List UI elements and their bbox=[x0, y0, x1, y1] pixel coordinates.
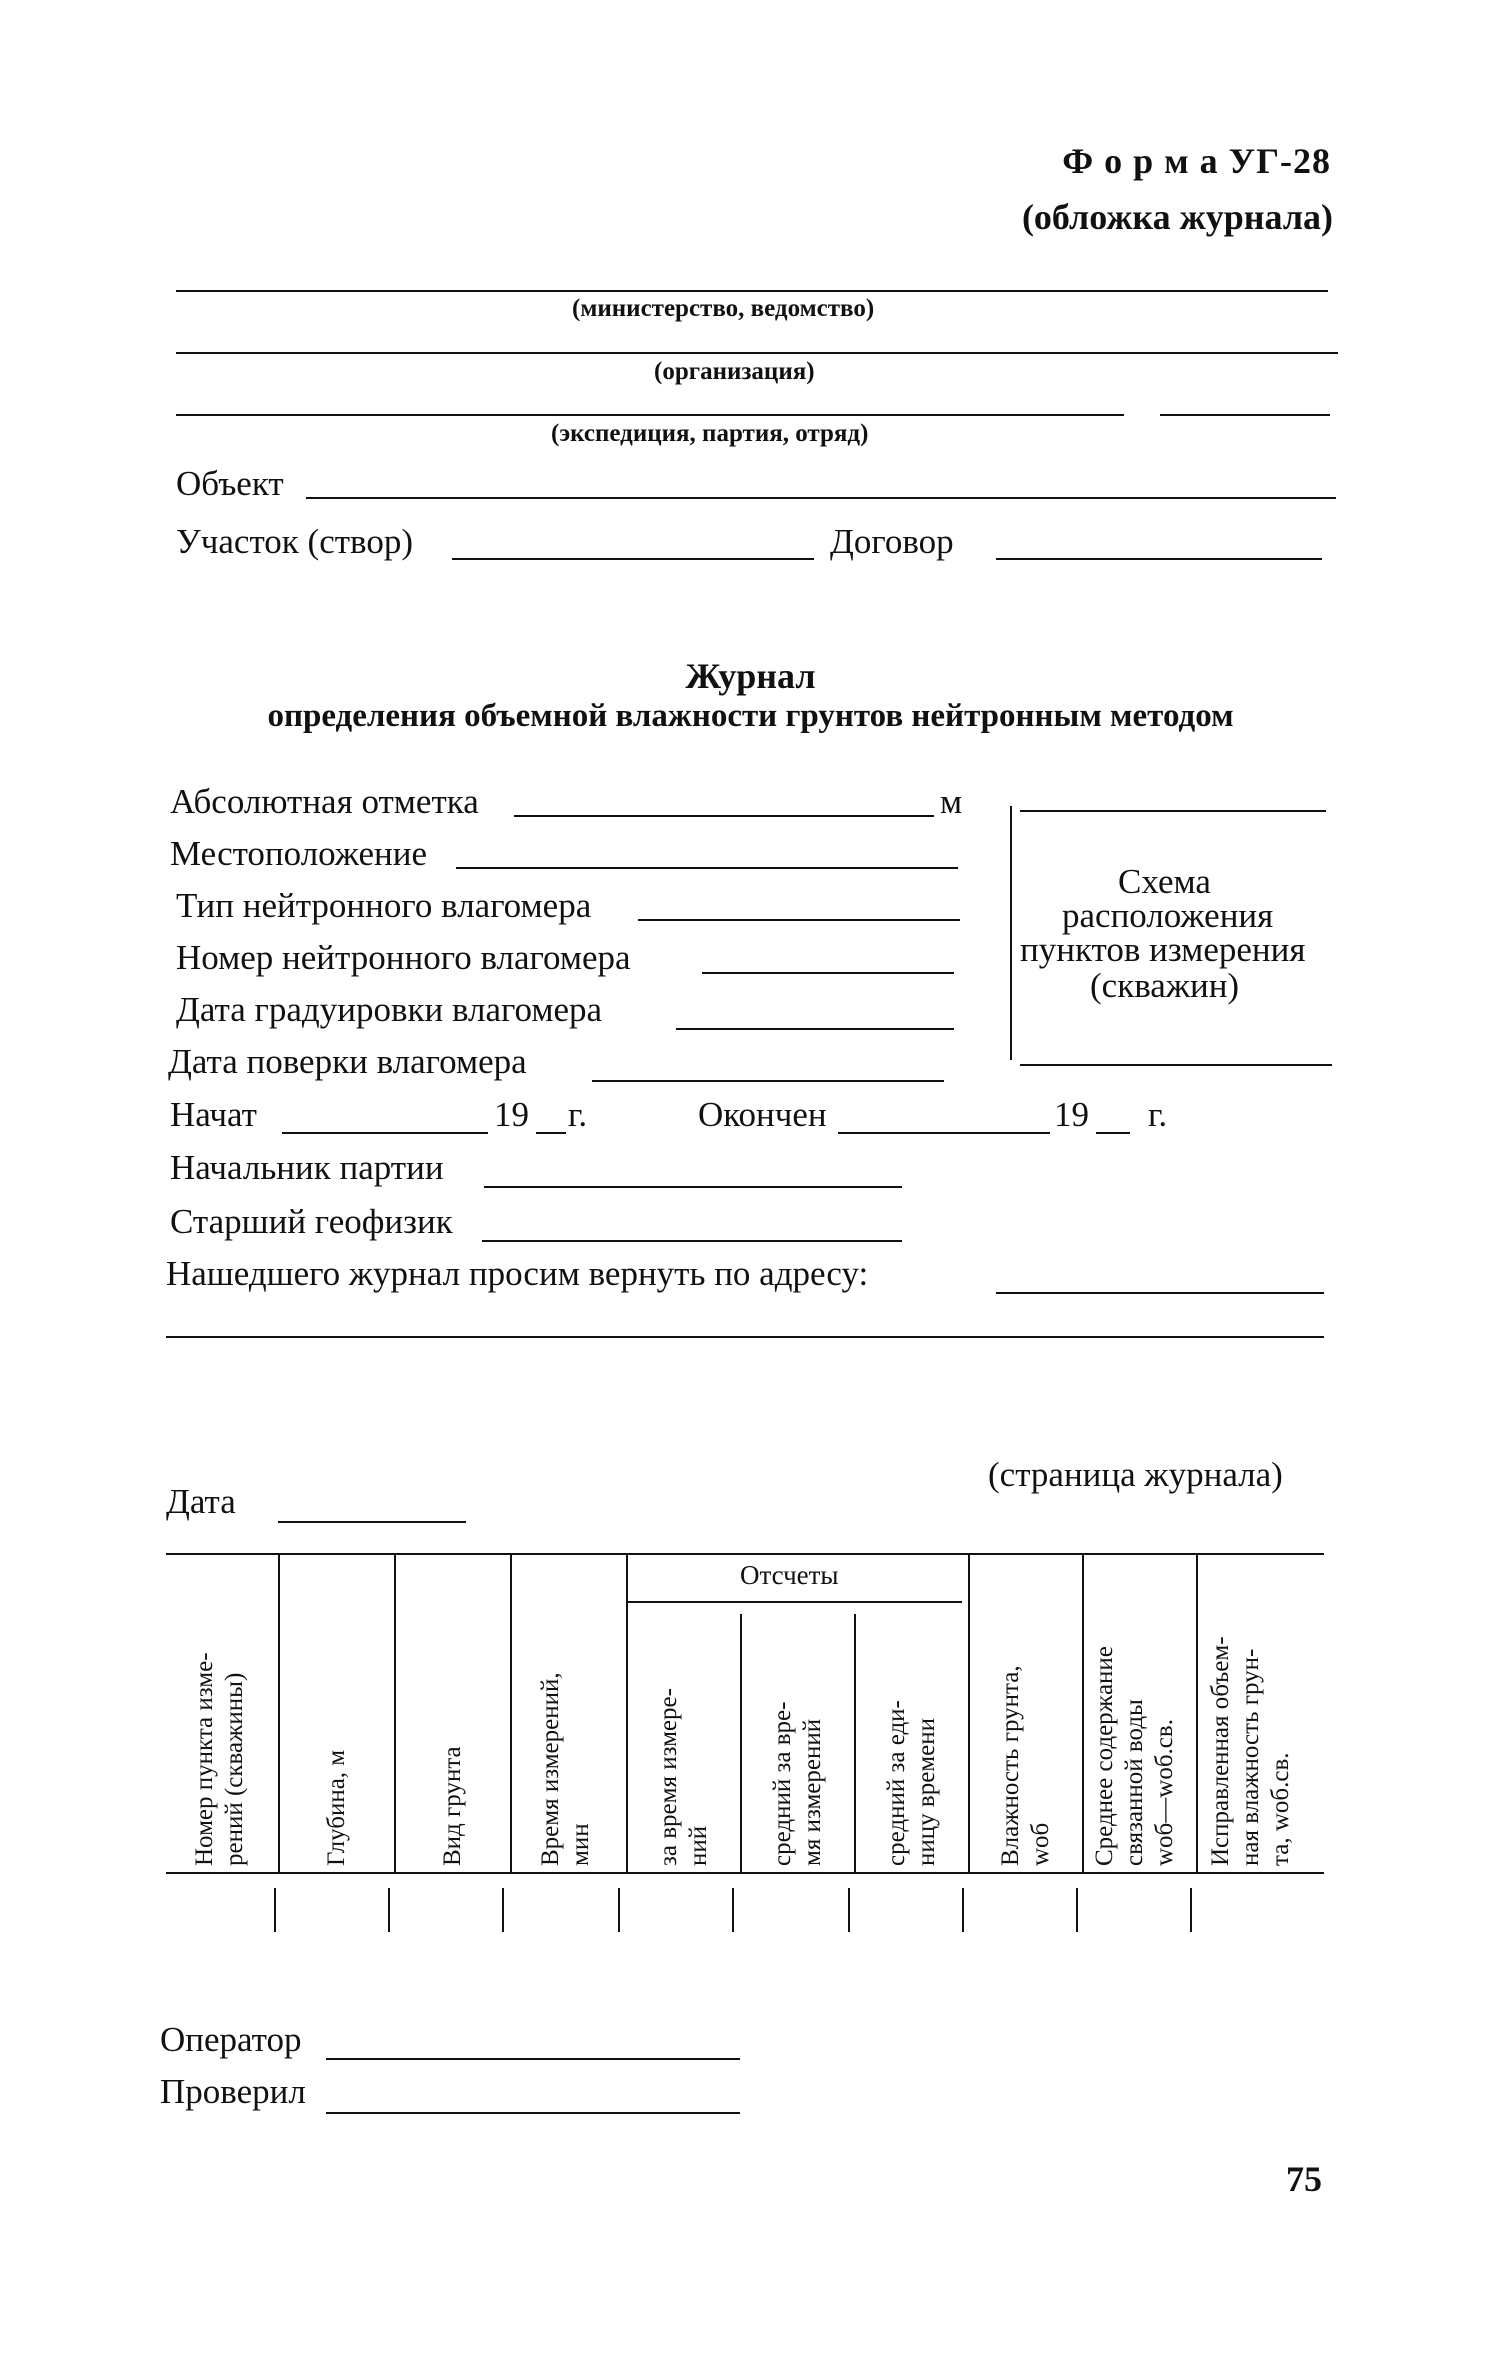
expedition-line[interactable] bbox=[176, 414, 1124, 416]
object-line[interactable] bbox=[306, 497, 1336, 499]
scheme-box-text-1: Схема bbox=[1118, 862, 1211, 901]
group-header-readings: Отсчеты bbox=[740, 1560, 839, 1590]
calibration-date-label: Дата градуировки влагомера bbox=[176, 990, 603, 1029]
row-divider bbox=[618, 1888, 620, 1932]
object-label: Объект bbox=[176, 464, 284, 503]
col-divider bbox=[626, 1553, 628, 1872]
form-title: Ф о р м а УГ-28 bbox=[1062, 141, 1331, 181]
senior-geophysicist-label: Старший геофизик bbox=[170, 1202, 453, 1241]
location-line[interactable] bbox=[456, 867, 958, 869]
return-address-line-2[interactable] bbox=[166, 1336, 1324, 1338]
ministry-caption: (министерство, ведомство) bbox=[572, 295, 875, 322]
col-divider bbox=[1082, 1553, 1084, 1872]
verification-date-line[interactable] bbox=[592, 1080, 944, 1082]
abs-mark-unit: м bbox=[940, 782, 963, 821]
meter-type-line[interactable] bbox=[638, 919, 960, 921]
meter-number-line[interactable] bbox=[702, 972, 954, 974]
form-subtitle: (обложка журнала) bbox=[1021, 197, 1333, 237]
row-divider bbox=[848, 1888, 850, 1932]
date-line[interactable] bbox=[278, 1521, 466, 1523]
col-divider bbox=[740, 1614, 742, 1872]
site-label: Участок (створ) bbox=[176, 522, 413, 561]
expedition-caption: (экспедиция, партия, отряд) bbox=[551, 420, 869, 447]
started-year: 19 bbox=[494, 1095, 529, 1134]
meter-number-label: Номер нейтронного влагомера bbox=[176, 938, 631, 977]
expedition-line-right[interactable] bbox=[1160, 414, 1330, 416]
column-header-bound-water: Среднее содержание связанной воды wоб—wоб.св. bbox=[1091, 1646, 1178, 1866]
return-request-label: Нашедшего журнал просим вернуть по адресу: bbox=[166, 1254, 869, 1293]
scheme-box-text-3: пунктов измерения bbox=[1020, 930, 1306, 969]
finished-year: 19 bbox=[1054, 1095, 1089, 1134]
row-divider bbox=[1076, 1888, 1078, 1932]
page-caption: (страница журнала) bbox=[988, 1455, 1283, 1494]
row-divider bbox=[962, 1888, 964, 1932]
checked-line[interactable] bbox=[326, 2112, 740, 2114]
col-divider bbox=[968, 1553, 970, 1872]
column-header-point-number: Номер пункта изме- рений (скважины) bbox=[191, 1652, 248, 1866]
site-line[interactable] bbox=[452, 558, 814, 560]
date-label: Дата bbox=[166, 1482, 236, 1521]
organization-caption: (организация) bbox=[654, 358, 815, 385]
column-header-soil-type: Вид грунта bbox=[439, 1746, 466, 1866]
abs-mark-line[interactable] bbox=[514, 815, 934, 817]
column-header-soil-moisture: Влажность грунта, wоб bbox=[997, 1665, 1054, 1866]
abs-mark-label: Абсолютная отметка bbox=[170, 782, 479, 821]
row-divider bbox=[502, 1888, 504, 1932]
column-header-count-average: средний за вре- мя измерений bbox=[769, 1701, 826, 1866]
journal-subtitle: определения объемной влажности грунтов нейтронным методом bbox=[267, 698, 1234, 734]
column-header-count-total: за время измере- ний bbox=[655, 1688, 712, 1866]
col-divider bbox=[394, 1553, 396, 1872]
contract-line[interactable] bbox=[996, 558, 1322, 560]
finished-year-suffix: г. bbox=[1148, 1095, 1168, 1134]
row-divider bbox=[732, 1888, 734, 1932]
table-top-line bbox=[166, 1553, 1324, 1555]
operator-label: Оператор bbox=[160, 2020, 302, 2059]
finished-date-line[interactable] bbox=[838, 1132, 1050, 1134]
col-divider bbox=[510, 1553, 512, 1872]
row-divider bbox=[274, 1888, 276, 1932]
column-header-depth: Глубина, м bbox=[323, 1749, 350, 1866]
checked-label: Проверил bbox=[160, 2072, 306, 2111]
group-header-line bbox=[626, 1601, 962, 1603]
operator-line[interactable] bbox=[326, 2058, 740, 2060]
row-divider bbox=[1190, 1888, 1192, 1932]
meter-type-label: Тип нейтронного влагомера bbox=[176, 886, 592, 925]
contract-label: Договор bbox=[830, 522, 954, 561]
finished-label: Окончен bbox=[698, 1095, 827, 1134]
started-date-line[interactable] bbox=[282, 1132, 488, 1134]
page-number: 75 bbox=[1286, 2159, 1322, 2199]
organization-line[interactable] bbox=[176, 352, 1338, 354]
senior-geophysicist-line[interactable] bbox=[482, 1240, 902, 1242]
column-header-count-per-unit: средний за еди- ницу времени bbox=[883, 1700, 940, 1866]
party-chief-label: Начальник партии bbox=[170, 1148, 444, 1187]
journal-title: Журнал bbox=[685, 656, 816, 696]
finished-year-line[interactable] bbox=[1096, 1132, 1130, 1134]
col-divider bbox=[1196, 1553, 1198, 1872]
row-divider bbox=[388, 1888, 390, 1932]
location-label: Местоположение bbox=[170, 834, 428, 873]
verification-date-label: Дата поверки влагомера bbox=[168, 1042, 527, 1081]
col-divider bbox=[854, 1614, 856, 1872]
column-header-measurement-time: Время измерений, мин bbox=[537, 1672, 594, 1866]
scheme-box-text-4: (скважин) bbox=[1090, 966, 1240, 1005]
return-address-line-1[interactable] bbox=[996, 1292, 1324, 1294]
table-header-bottom-line bbox=[166, 1872, 1324, 1874]
started-year-line[interactable] bbox=[536, 1132, 566, 1134]
scheme-box-top bbox=[1020, 810, 1326, 812]
scheme-box-left bbox=[1010, 806, 1012, 1060]
party-chief-line[interactable] bbox=[484, 1186, 902, 1188]
scheme-box-text-2: расположения bbox=[1062, 896, 1274, 935]
started-year-suffix: г. bbox=[568, 1095, 588, 1134]
col-divider bbox=[278, 1553, 280, 1872]
calibration-date-line[interactable] bbox=[676, 1028, 954, 1030]
ministry-line[interactable] bbox=[176, 290, 1328, 292]
scheme-box-bottom bbox=[1020, 1064, 1332, 1066]
column-header-corrected-moisture: Исправленная объем- ная влажность грун- та, wоб.св. bbox=[1207, 1636, 1294, 1866]
started-label: Начат bbox=[170, 1095, 257, 1134]
